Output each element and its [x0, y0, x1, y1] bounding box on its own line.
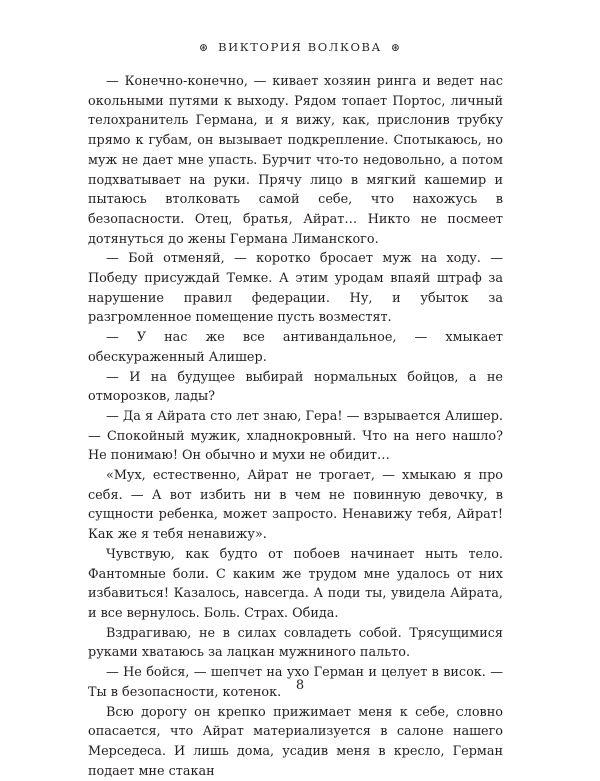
- paragraph-8: Вздрагиваю, не в силах совладеть собой. Трясущимися руками хватаюсь за лацкан мужниного пальто.: [88, 624, 503, 663]
- paragraph-2: — Бой отменяй, — коротко бросает муж на ходу. — Победу присуждай Темке. А этим уродам впаяй штраф за нарушение правил федерации. Ну, и убыток за разгромленное помещение пусть возместят.: [88, 249, 503, 328]
- paragraph-3: — У нас же все антивандальное, — хмыкает обескураженный Алишер.: [88, 328, 503, 367]
- paragraph-6: «Мух, естественно, Айрат не трогает, — хмыкаю я про себя. — А вот избить ни в чем не повинную девочку, в сущности ребенка, может запросто. Ненавижу тебя, Айрат! Как же я тебя ненавижу».: [88, 466, 503, 545]
- paragraph-5: — Да я Айрата сто лет знаю, Гера! — взрывается Алишер. — Спокойный мужик, хладнокровный. Что на него нашло? Не понимаю! Он обычно и мухи не обидит…: [88, 407, 503, 466]
- page-number: 8: [0, 678, 600, 693]
- running-header: [0, 40, 600, 54]
- body-text: [88, 72, 503, 781]
- ornament-right-icon: ⊛: [391, 41, 401, 54]
- ornament-left-icon: ⊛: [199, 41, 209, 54]
- paragraph-7: Чувствую, как будто от побоев начинает ныть тело. Фантомные боли. С каким же трудом мне удалось от них избавиться! Казалось, навсегда. А поди ты, увидела Айрата, и все вернулось. Боль. Страх. Обида.: [88, 545, 503, 624]
- author-name: ВИКТОРИЯ ВОЛКОВА: [218, 40, 382, 54]
- paragraph-4: — И на будущее выбирай нормальных бойцов, а не отморозков, лады?: [88, 368, 503, 407]
- paragraph-10: Всю дорогу он крепко прижимает меня к себе, словно опасается, что Айрат материализуется в салоне нашего Мерседеса. И лишь дома, усадив меня в кресло, Герман подает мне стакан: [88, 703, 503, 781]
- paragraph-9: — Не бойся, — шепчет на ухо Герман и целует в висок. — Ты в безопасности, котенок.: [88, 663, 503, 702]
- paragraph-1: — Конечно-конечно, — кивает хозяин ринга и ведет нас окольными путями к выходу. Рядом топает Портос, личный телохранитель Германа, и я вижу, как, прислонив трубку прямо к губам, он вызывает подкрепление. Спотыкаюсь, но муж не дает мне упасть. Бурчит что-то недовольно, а потом подхватывает на руки. Прячу лицо в мягкий кашемир и пытаюсь втолковать самой себе, что нахожусь в безопасности. Отец, братья, Айрат… Никто не посмеет дотянуться до жены Германа Лиманского.: [88, 72, 503, 249]
